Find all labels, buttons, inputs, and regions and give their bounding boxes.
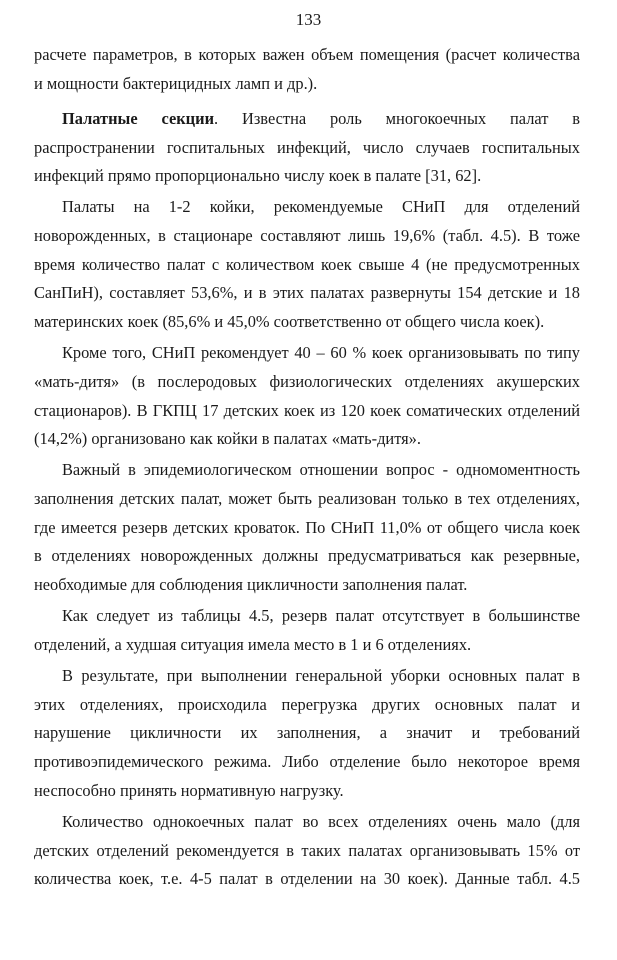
text-line: материнских коек (85,6% и 45,0% соответственно от общего числа коек). <box>34 312 545 331</box>
text-line: инфекций прямо пропорционально числу коек в палате [31, 62]. <box>34 166 482 185</box>
text-line: детских отделений рекомендуется в таких палатах организовывать 15% от <box>34 841 580 860</box>
text-line: необходимые для соблюдения цикличности заполнения палат. <box>34 575 468 594</box>
text-span: . Известна роль многокоечных палат в <box>214 109 581 128</box>
text-line: нарушение цикличности их заполнения, а значит и требований <box>34 723 580 742</box>
text-line: неспособно принять нормативную нагрузку. <box>34 781 344 800</box>
text-line: расчете параметров, в которых важен объем помещения (расчет количества <box>34 45 580 64</box>
text-line: стационаров). В ГКПЦ 17 детских коек из 120 коек соматических отделений <box>34 401 580 420</box>
text-line: этих отделениях, происходила перегрузка других основных палат и <box>34 695 580 714</box>
text-line: Количество однокоечных палат во всех отделениях очень мало (для <box>62 812 580 831</box>
text-line: в отделениях новорожденных должны предусматриваться как резервные, <box>34 546 580 565</box>
text-line: новорожденных, в стационаре составляют лишь 19,6% (табл. 4.5). В тоже <box>34 226 580 245</box>
text-line: В результате, при выполнении генеральной уборки основных палат в <box>62 666 580 685</box>
text-line: Палаты на 1-2 койки, рекомендуемые СНиП для отделений <box>62 197 580 216</box>
text-line: отделений, а худшая ситуация имела место в 1 и 6 отделениях. <box>34 635 472 654</box>
text-line: Важный в эпидемиологическом отношении вопрос - одномоментность <box>62 460 580 479</box>
text-line: количества коек, т.е. 4-5 палат в отделении на 30 коек). Данные табл. 4.5 <box>34 869 580 888</box>
text-line: заполнения детских палат, может быть реализован только в тех отделениях, <box>34 489 580 508</box>
page-number: 133 <box>295 10 322 29</box>
text-line: противоэпидемического режима. Либо отделение было некоторое время <box>34 752 580 771</box>
text-line: где имеется резерв детских кроваток. По СНиП 11,0% от общего числа коек <box>34 518 580 537</box>
text-line: СанПиН), составляет 53,6%, и в этих палатах развернуты 154 детские и 18 <box>34 283 580 302</box>
text-line: Кроме того, СНиП рекомендует 40 – 60 % коек организовывать по типу <box>62 343 580 362</box>
text-line: «мать-дитя» (в послеродовых физиологических отделениях акушерских <box>34 372 580 391</box>
text-line: Как следует из таблицы 4.5, резерв палат отсутствует в большинстве <box>62 606 580 625</box>
text-line: и мощности бактерицидных ламп и др.). <box>34 74 318 93</box>
text-line: распространении госпитальных инфекций, число случаев госпитальных <box>34 138 580 157</box>
section-heading: Палатные секции <box>62 109 215 128</box>
text-line: время количество палат с количеством коек свыше 4 (не предусмотренных <box>34 255 580 274</box>
text-line <box>62 108 580 130</box>
text-line: (14,2%) организовано как койки в палатах «мать-дитя». <box>34 429 421 448</box>
